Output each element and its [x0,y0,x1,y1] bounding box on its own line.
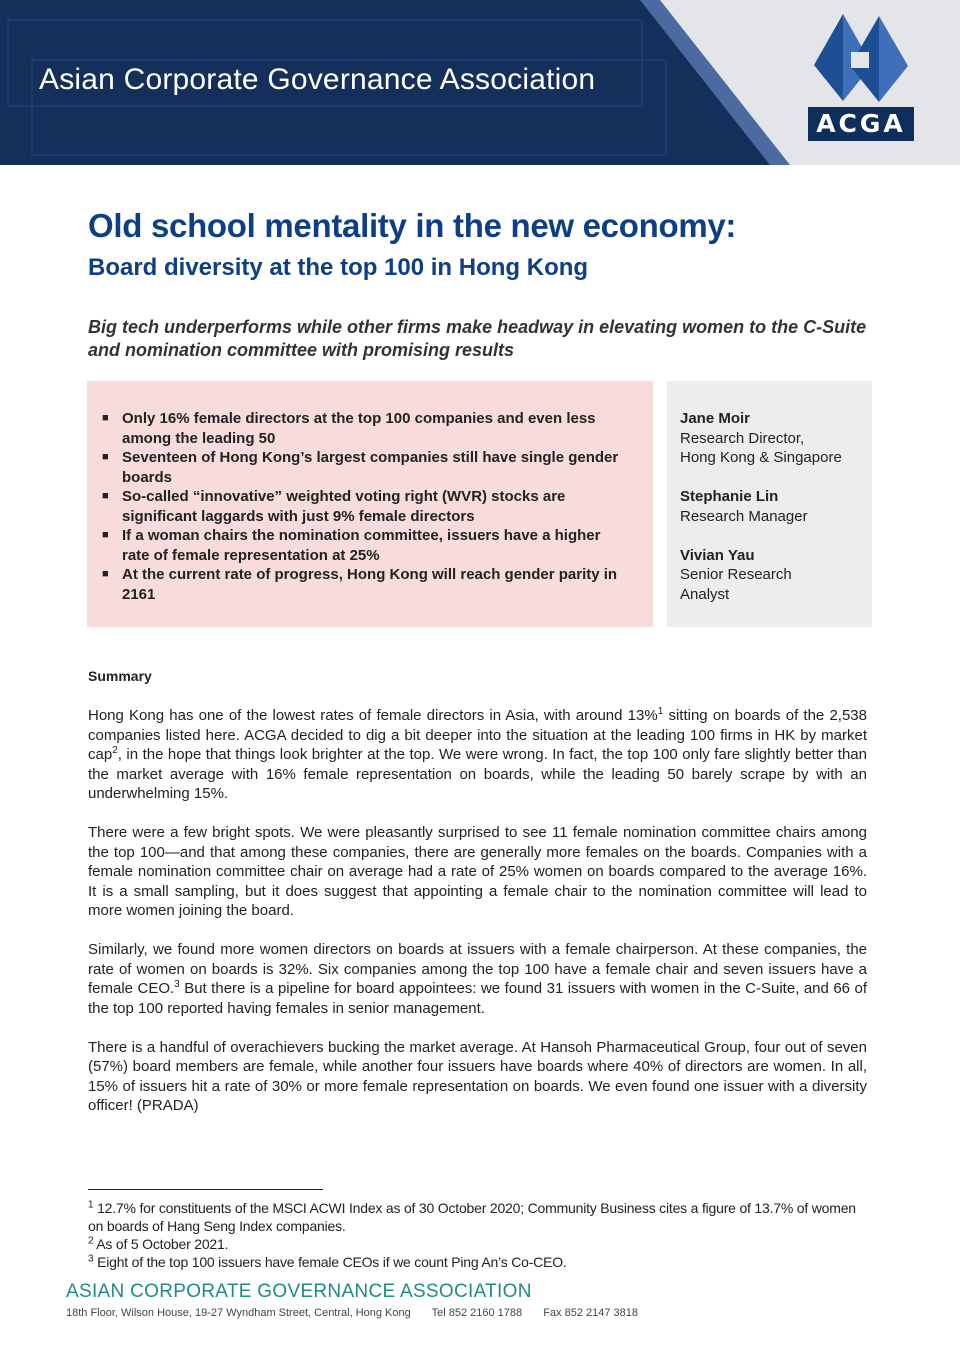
logo-wordmark: ACGA [808,107,914,141]
footnote [88,1199,868,1235]
bullet-icon: ■ [102,412,109,424]
key-finding-text: Seventeen of Hong Kong’s largest companies still have single gender boards [122,449,619,486]
paragraph: There were a few bright spots. We were pleasantly surprised to see 11 female nomination committee chairs among the top 100—and that among these companies, there are generally more females on the boards. Companies with a female nomination committee chair on average had a rate of 25% women on boards compared to the average 16%. It is a small sampling, but it does suggest that appointing a female chair to the nomination committee will lead to more women joining the board. [88,824,867,919]
footnote-ref: 2 [112,745,118,756]
footer-org-name: ASIAN CORPORATE GOVERNANCE ASSOCIATION [66,1281,532,1302]
footnote [88,1253,868,1271]
summary-heading: Summary [88,668,152,684]
paragraph-text: But there is a pipeline for board appointees: we found 31 issuers with women in the C-Suite, and 66 of the top 100 reported having females in senior management. [88,980,867,1017]
bullet-icon: ■ [102,529,109,541]
key-finding-text: So-called “innovative” weighted voting right (WVR) stocks are significant laggards with just 9% female directors [122,488,566,525]
key-finding-text: Only 16% female directors at the top 100 companies and even less among the leading 50 [122,410,596,447]
org-name: Asian Corporate Governance Association [39,63,596,96]
footnote-text: 12.7% for constituents of the MSCI ACWI Index as of 30 October 2020; Community Business cites a figure of 13.7% of women on boards of Hang Seng Index companies. [88,1200,856,1234]
key-finding-item [102,526,623,565]
lede: Big tech underperforms while other firms make headway in elevating women to the C-Suite and nomination committee with promising results [88,317,867,360]
key-finding-item [102,565,623,604]
header-banner [0,0,960,165]
key-finding-item [102,487,623,526]
paragraph-text: , in the hope that things look brighter at the top. We were wrong. In fact, the top 100 only fare slightly better than the market average with 16% female representation on boards, while the leading 50 barely scrape by with an underwhelming 15%. [88,746,867,802]
key-findings-list [102,409,623,604]
author-name: Jane Moir [680,410,751,427]
footer-fax: Fax 852 2147 3818 [543,1307,639,1319]
authors-box [667,381,872,627]
footnotes [88,1199,868,1271]
footnote-ref: 1 [657,706,664,717]
author-role: Research Director, [680,429,805,447]
author-entry [680,487,862,526]
paragraph-text: Hong Kong has one of the lowest rates of female directors in Asia, with around 13% [88,707,658,724]
footer-tel: Tel 852 2160 1788 [431,1307,523,1319]
paragraph: There is a handful of overachievers bucking the market average. At Hansoh Pharmaceutical Group, four out of seven (57%) board members are female, while another four issuers have boards where 40% of directors are women. In all, 15% of issuers hit a rate of 30% or more female representation on boards. We even found one issuer with a diversity officer! (PRADA) [88,1038,867,1114]
key-findings-box [87,381,653,627]
author-entry [680,546,862,605]
key-finding-text: At the current rate of progress, Hong Kong will reach gender parity in 2161 [122,566,618,603]
footer-address: 18th Floor, Wilson House, 19-27 Wyndham Street, Central, Hong Kong [66,1307,411,1319]
footnote-text: Eight of the top 100 issuers have female CEOs if we count Ping An’s Co-CEO. [93,1254,567,1270]
footer-contact [66,1307,656,1319]
footnote-text: As of 5 October 2021. [93,1236,229,1252]
paragraph [88,706,867,804]
footnote-number: 1 [88,1199,94,1211]
bullet-icon: ■ [102,451,109,463]
footnote [88,1235,868,1253]
paragraph-text: Similarly, we found more women directors on boards at issuers with a female chairperson. At these companies, the rate of women on boards is 32%. Six companies among the top 100 have a female chair and seven issuers have a female CEO. [88,941,867,997]
footnote-number: 3 [88,1253,94,1265]
author-entry [680,409,862,468]
author-role: Senior Research [680,566,792,583]
author-role: Research Manager [680,507,808,525]
footnote-divider [88,1189,323,1190]
author-name: Stephanie Lin [680,488,779,505]
bullet-icon: ■ [102,568,109,580]
paragraph [88,940,867,1018]
key-finding-text: If a woman chairs the nomination committee, issuers have a higher rate of female representation at 25% [122,527,601,564]
author-role-line2: Analyst [680,585,730,603]
page-subtitle: Board diversity at the top 100 in Hong Kong [88,254,589,281]
footnote-number: 2 [88,1235,94,1247]
bullet-icon: ■ [102,490,109,502]
author-name: Vivian Yau [680,546,755,564]
paragraph-text: sitting on boards of the 2,538 companies listed here. ACGA decided to dig a bit deeper into the situation at the leading 100 firms in HK by market cap [88,707,867,763]
key-finding-item [102,448,623,487]
footnote-ref: 3 [174,979,180,990]
summary-body [88,706,867,1135]
page-title: Old school mentality in the new economy: [88,207,737,244]
author-role-line2: Hong Kong & Singapore [680,449,842,466]
key-finding-item [102,409,623,448]
